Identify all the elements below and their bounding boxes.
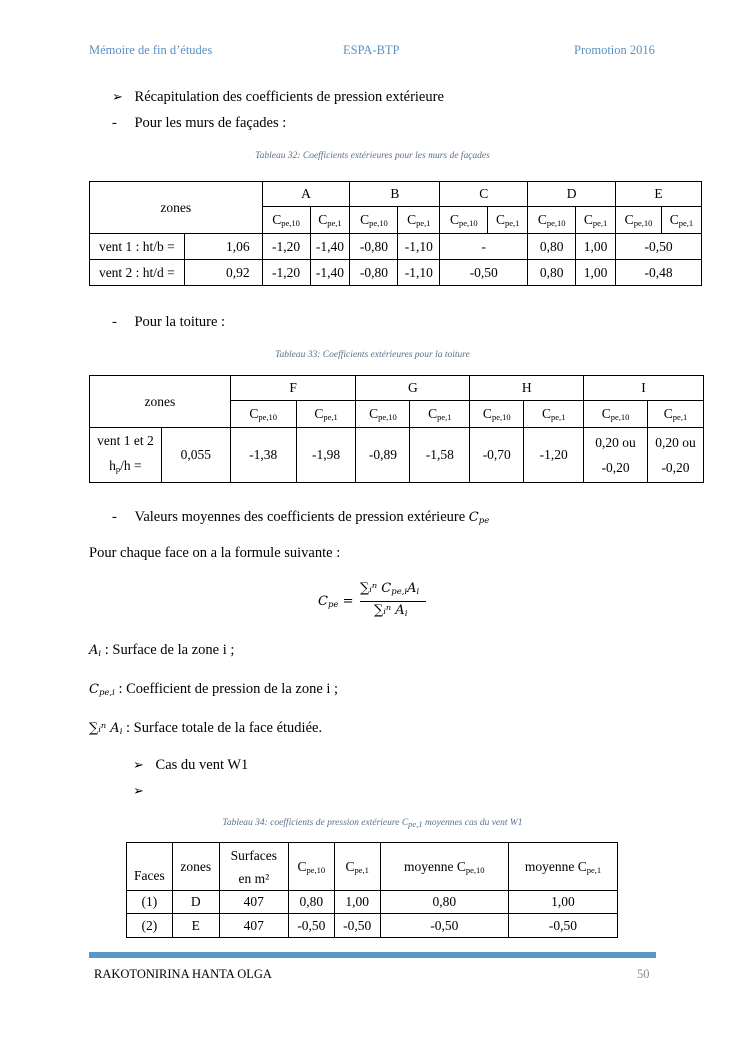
page-number: 50	[637, 967, 650, 981]
dash-bullet: -	[112, 314, 117, 330]
surfaces-header: Surfaces en m²	[219, 843, 288, 891]
cell: -0,48	[616, 260, 702, 286]
cell: 0,80	[528, 260, 576, 286]
walls-text: Pour les murs de façades :	[134, 115, 287, 131]
cpe1-header: $C_{pe,1}$	[576, 207, 616, 234]
cell: -0,50	[616, 234, 702, 260]
header-right: Promotion 2016	[574, 43, 655, 57]
zone-e: E	[616, 182, 702, 207]
cpe10-header: $C_{pe,10}$	[528, 207, 576, 234]
cell: -1,20	[262, 234, 310, 260]
table-row	[127, 914, 618, 938]
cell: -1,40	[310, 234, 350, 260]
zone-g: G	[356, 376, 470, 401]
zone-a: A	[262, 182, 350, 207]
cell: (1)	[127, 891, 173, 914]
cell: 1,00	[334, 891, 380, 914]
formula-numerator: ∑ᵢⁿ $C_{pe,i}A_i$	[360, 581, 420, 597]
def-coefficient: $C_{pe,i}$ : Coefficient de pression de la zone i ;	[89, 681, 339, 698]
cell: -	[440, 234, 528, 260]
row-label: vent 1 et 2 $h_p/h$ =	[90, 428, 162, 483]
mean-cpe10-header: moyenne $C_{pe,10}$	[380, 843, 508, 891]
cell: 0,20 ou -0,20	[648, 428, 704, 483]
cell: -1,10	[398, 234, 440, 260]
w1-text: Cas du vent W1	[155, 757, 249, 773]
header-center: ESPA-BTP	[343, 43, 400, 57]
footer-author: RAKOTONIRINA HANTA OLGA	[94, 967, 272, 981]
table-row	[90, 260, 702, 286]
def-total-surface: ∑ᵢⁿ $A_i$ : Surface totale de la face étudiée.	[89, 720, 323, 737]
zone-c: C	[440, 182, 528, 207]
cell: -1,20	[262, 260, 310, 286]
formula-lhs: $C_{pe}$ =	[318, 594, 354, 610]
footer-divider	[89, 952, 656, 958]
bullet-empty	[133, 783, 144, 800]
cell: -0,50	[380, 914, 508, 938]
table-32	[89, 181, 702, 286]
cell: -1,20	[524, 428, 584, 483]
cell: D	[172, 891, 219, 914]
cpe10-header: $C_{pe,10}$	[356, 401, 410, 428]
zone-h: H	[470, 376, 584, 401]
table32-caption: Tableau 32: Coefficients extérieures pour les murs de façades	[255, 151, 490, 161]
row-value: 1,06	[184, 234, 262, 260]
cpe1-header: $C_{pe,1}$	[410, 401, 470, 428]
table-34	[126, 842, 618, 938]
cpe1-header: $C_{pe,1}$	[488, 207, 528, 234]
header-left: Mémoire de fin d’études	[89, 43, 213, 57]
table-row	[127, 891, 618, 914]
table-33	[89, 375, 704, 483]
formula	[318, 583, 428, 623]
cpe1-header: $C_{pe,1}$	[310, 207, 350, 234]
zone-f: F	[230, 376, 356, 401]
cell: 0,80	[380, 891, 508, 914]
cpe1-header: $C_{pe,1}$	[524, 401, 584, 428]
cell: (2)	[127, 914, 173, 938]
cell: -1,40	[310, 260, 350, 286]
cpe10-header: $C_{pe,10}$	[470, 401, 524, 428]
cell: 1,00	[576, 234, 616, 260]
roof-text: Pour la toiture :	[134, 314, 226, 330]
dash-bullet: -	[112, 509, 117, 525]
cell: -0,50	[288, 914, 334, 938]
cell: -0,50	[440, 260, 528, 286]
cpe1-header: $C_{pe,1}$	[648, 401, 704, 428]
cell: 0,20 ou -0,20	[584, 428, 648, 483]
formula-intro: Pour chaque face on a la formule suivante :	[89, 545, 341, 561]
bullet-roof	[112, 314, 225, 331]
cell: E	[172, 914, 219, 938]
bullet-recap	[112, 89, 444, 106]
cell: 1,00	[508, 891, 617, 914]
zone-b: B	[350, 182, 440, 207]
cell: 407	[219, 914, 288, 938]
cell: 0,80	[528, 234, 576, 260]
table-row	[90, 428, 704, 483]
cpe1-header: $C_{pe,1}$	[661, 207, 701, 234]
cpe-symbol: $C_{pe}$	[468, 510, 490, 526]
cell: -0,80	[350, 260, 398, 286]
faces-header: Faces	[127, 843, 173, 891]
bullet-w1	[133, 757, 248, 774]
cell: 1,00	[576, 260, 616, 286]
row-value: 0,055	[161, 428, 230, 483]
recap-text: Récapitulation des coefficients de pression extérieure	[134, 89, 444, 105]
cell: -1,98	[296, 428, 356, 483]
cpe10-header: $C_{pe,10}$	[350, 207, 398, 234]
cell: -0,50	[334, 914, 380, 938]
cpe10-header: $C_{pe,10}$	[616, 207, 662, 234]
cpe10-header: $C_{pe,10}$	[440, 207, 488, 234]
cpe1-header: $C_{pe,1}$	[334, 843, 380, 891]
bullet-means	[112, 509, 489, 526]
mean-cpe1-header: moyenne $C_{pe,1}$	[508, 843, 617, 891]
cpe10-header: $C_{pe,10}$	[584, 401, 648, 428]
fraction-bar	[360, 601, 426, 602]
cpe10-header: $C_{pe,10}$	[230, 401, 296, 428]
row-label: vent 1 : ht/b =	[90, 234, 185, 260]
formula-denominator: ∑ᵢⁿ $A_i$	[374, 603, 408, 619]
def-area: $A_i$ : Surface de la zone i ;	[89, 642, 235, 659]
cell: -1,58	[410, 428, 470, 483]
cell: -0,50	[508, 914, 617, 938]
arrow-bullet-icon: ➢	[133, 783, 144, 798]
cell: -0,80	[350, 234, 398, 260]
cell: -1,10	[398, 260, 440, 286]
cell: 407	[219, 891, 288, 914]
cpe10-header: $C_{pe,10}$	[288, 843, 334, 891]
zones-header: zones	[90, 182, 263, 234]
table34-caption: Tableau 34: coefficients de pression extérieure $C_{pe,1}$ moyennes cas du vent W1	[222, 818, 523, 829]
zones-header: zones	[90, 376, 231, 428]
zones-header: zones	[172, 843, 219, 891]
bullet-walls	[112, 115, 286, 132]
cpe1-header: $C_{pe,1}$	[296, 401, 356, 428]
table33-caption: Tableau 33: Coefficients extérieures pour la toiture	[275, 350, 470, 360]
arrow-bullet-icon: ➢	[133, 757, 144, 772]
cell: -0,70	[470, 428, 524, 483]
arrow-bullet-icon: ➢	[112, 89, 123, 104]
row-label: vent 2 : ht/d =	[90, 260, 185, 286]
dash-bullet: -	[112, 115, 117, 131]
cell: -0,89	[356, 428, 410, 483]
cell: -1,38	[230, 428, 296, 483]
row-value: 0,92	[184, 260, 262, 286]
means-text: Valeurs moyennes des coefficients de pression extérieure	[134, 509, 469, 525]
cpe1-header: $C_{pe,1}$	[398, 207, 440, 234]
zone-i: I	[584, 376, 704, 401]
zone-d: D	[528, 182, 616, 207]
cell: 0,80	[288, 891, 334, 914]
table-row	[90, 234, 702, 260]
cpe10-header: $C_{pe,10}$	[262, 207, 310, 234]
